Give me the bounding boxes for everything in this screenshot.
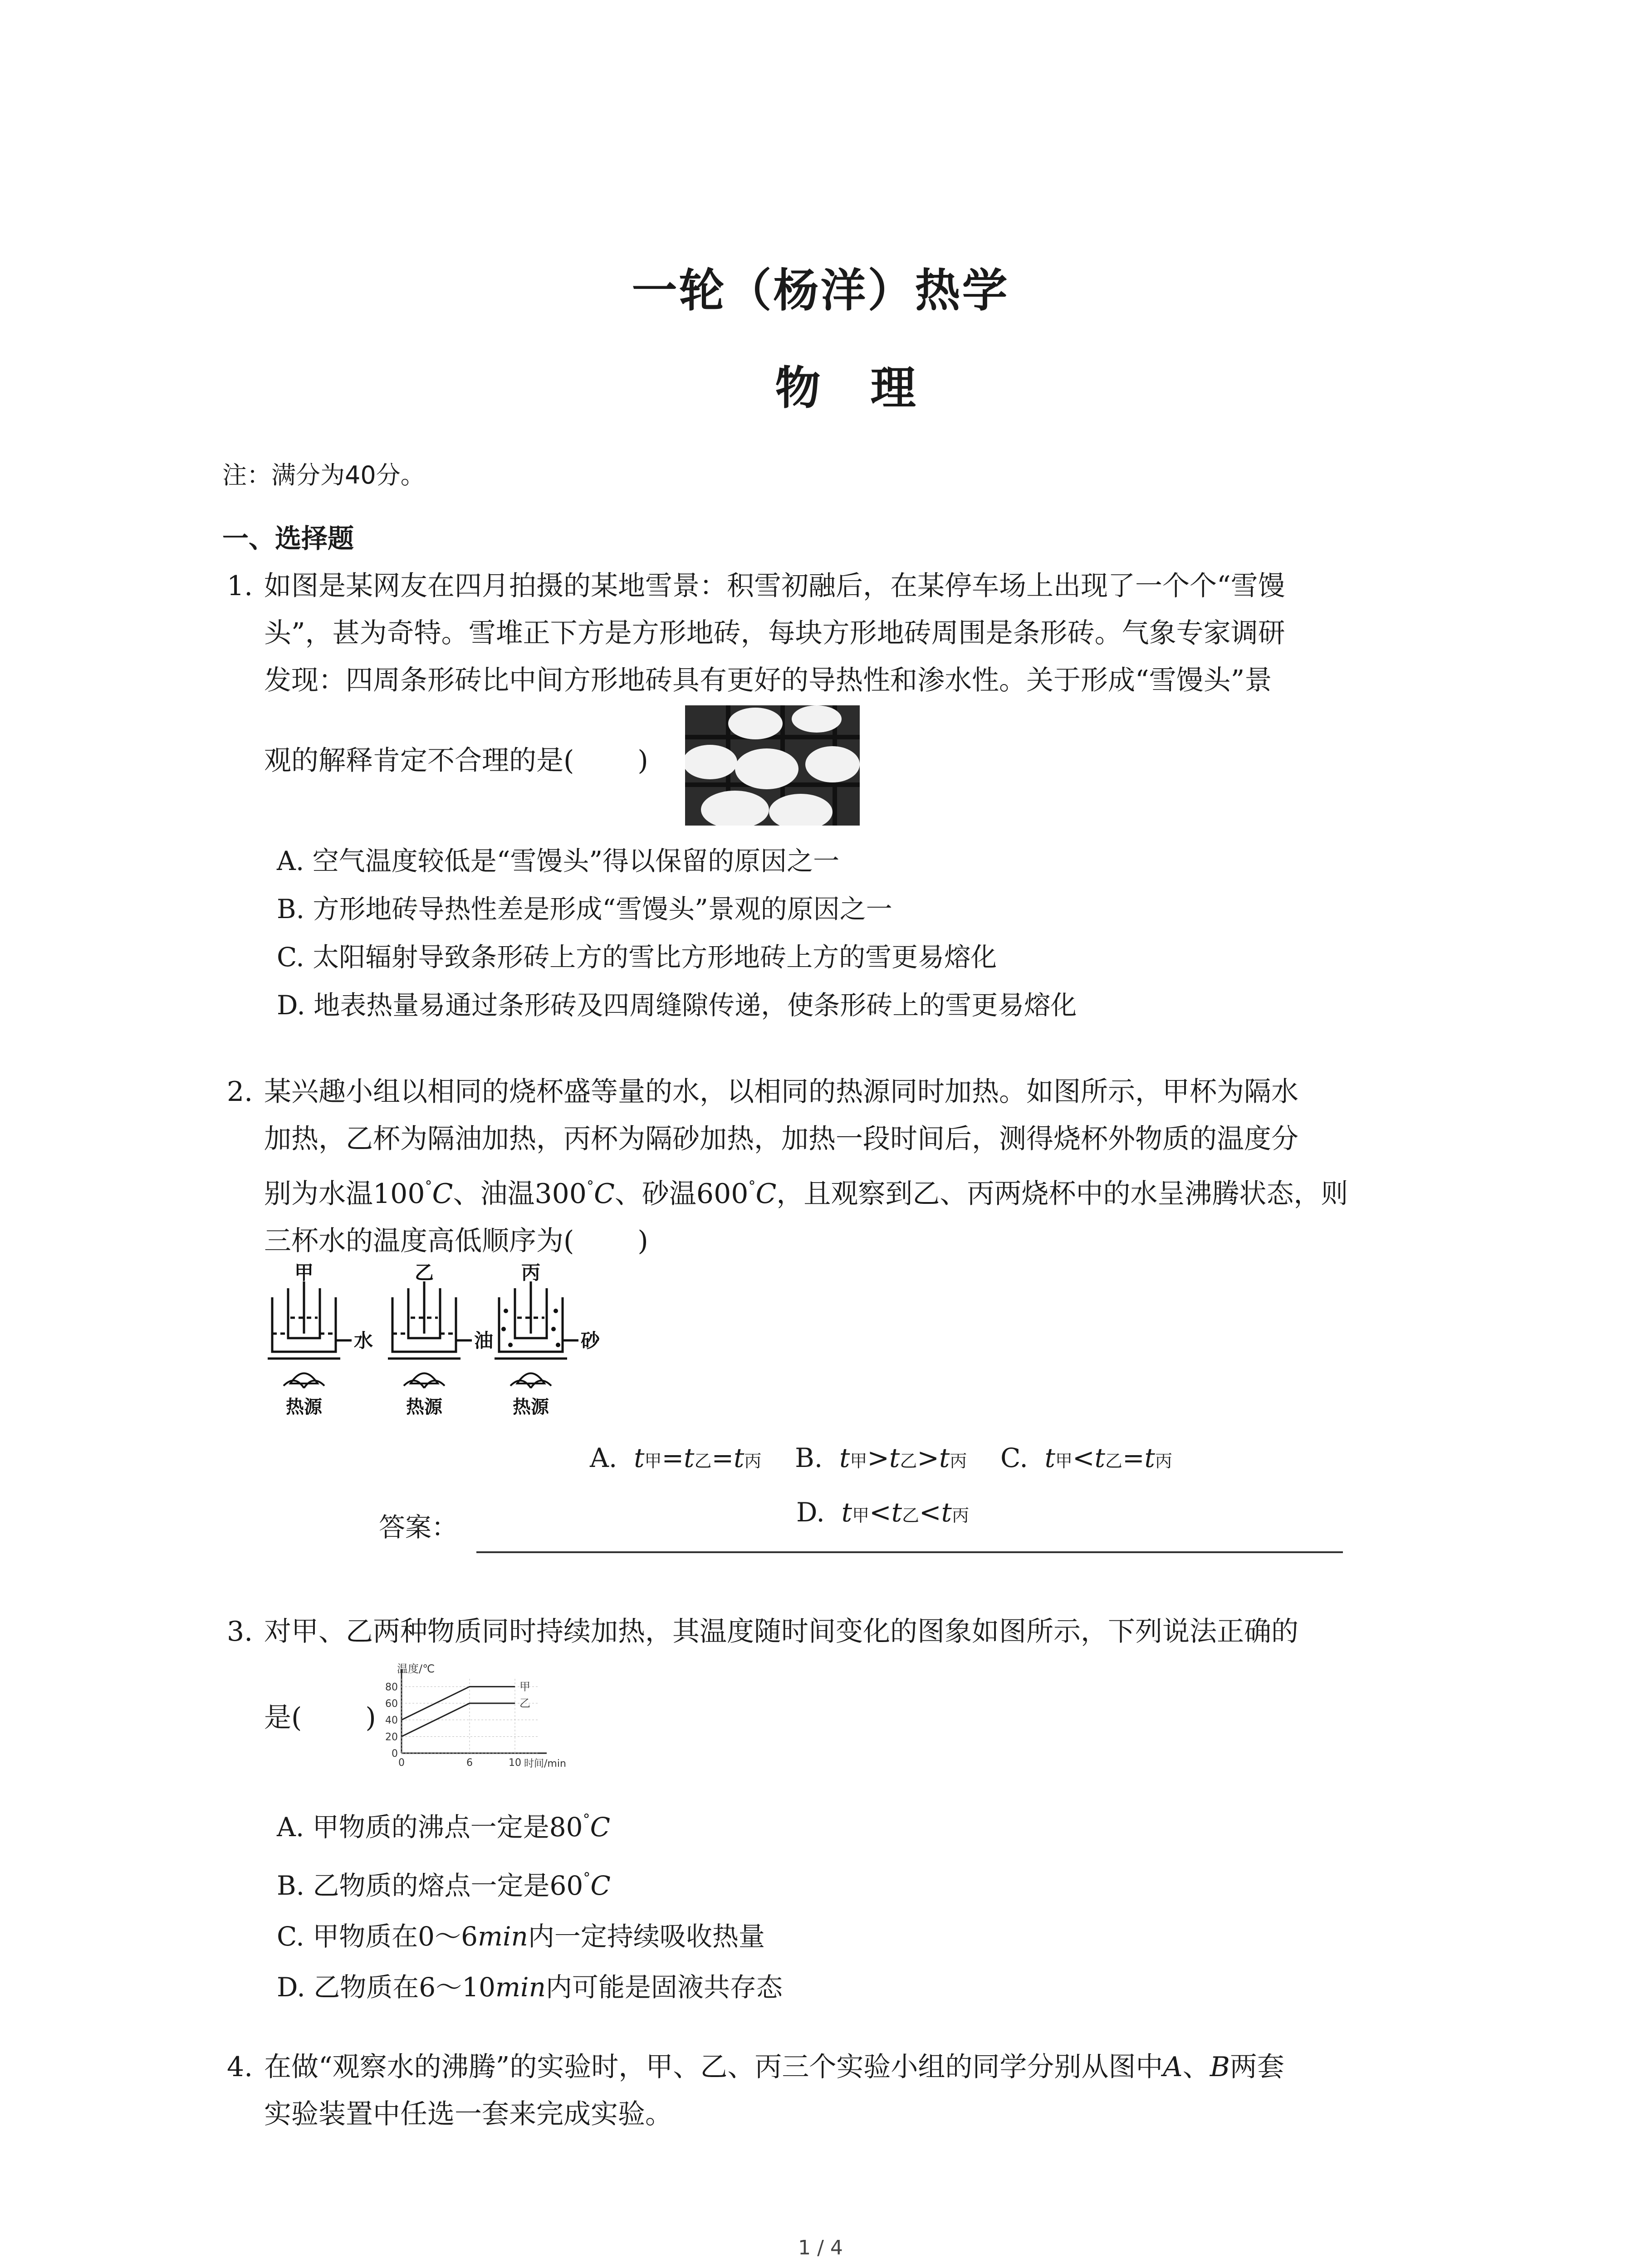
y-tick-label: 0 [392,1748,398,1760]
question-number: 4. [227,2051,253,2083]
question-1 [227,562,1452,704]
question-line: 发现：四周条形砖比中间方形地砖具有更好的导热性和渗水性。关于形成“雪馒头”景 [264,665,1272,696]
option-c[interactable]: C. t甲<t乙=t丙 [1000,1442,1172,1473]
question-text [264,562,1452,704]
substance-label-2: 油 [474,1330,494,1352]
beaker-figure [263,1261,608,1429]
document-subtitle: 物理 [775,362,966,415]
option-b[interactable]: B. 方形地砖导热性差是形成“雪馒头”景观的原因之一 [277,894,892,924]
question-line-text: 观的解释肯定不合理的是( [264,745,574,777]
question-number: 2. [227,1076,253,1108]
q3-options [277,1794,783,2013]
y-tick-label: 20 [385,1731,398,1743]
option-a[interactable]: A. 甲物质的沸点一定是80°C [277,1811,610,1843]
chart-ticks [385,1678,538,1769]
question-line [264,737,648,784]
option-c[interactable]: C. 太阳辐射导致条形砖上方的雪比方形地砖上方的雪更易熔化 [277,942,997,973]
series-label-1: 甲 [519,1680,530,1693]
y-tick-label: 40 [385,1715,398,1726]
option-d[interactable]: D. 乙物质在6～10min内可能是固液共存态 [277,1972,783,2003]
y-tick-label: 80 [385,1681,398,1693]
question-line-text: ) [637,745,648,777]
option-b[interactable]: B. t甲>t乙>t丙 [795,1442,967,1473]
section-heading: 一、选择题 [222,523,354,554]
series-label-2: 乙 [519,1697,530,1710]
question-line: 某兴趣小组以相同的烧杯盛等量的水，以相同的热源同时加热。如图所示，甲杯为隔水 [264,1076,1298,1108]
substance-label-1: 水 [354,1330,373,1352]
question-3 [227,1608,1452,1655]
option-a[interactable]: A. t甲=t乙=t丙 [590,1442,762,1473]
x-axis-label: 时间/min [524,1758,566,1769]
question-line: 别为水温100°C、油温300°C、砂温600°C，且观察到乙、丙两烧杯中的水呈沸腾状态，则 [264,1178,1348,1210]
question-line: 如图是某网友在四月拍摄的某地雪景：积雪初融后，在某停车场上出现了一个个“雪馒 [264,570,1285,602]
y-axis-label: 温度/℃ [397,1662,435,1675]
option-d[interactable]: D. 地表热量易通过条形砖及四周缝隙传递，使条形砖上的雪更易熔化 [277,990,1077,1021]
cup-label-1: 甲 [294,1261,314,1284]
x-tick-label: 10 [509,1757,521,1769]
x-tick-label: 0 [398,1757,405,1769]
temperature-time-chart [377,1662,572,1785]
question-line: 实验装置中任选一套来完成实验。 [264,2098,672,2130]
question-number: 3. [227,1616,253,1647]
q1-options [277,837,1077,1029]
q2-options-row [590,1442,1172,1473]
answer-input-line[interactable] [476,1551,1343,1553]
question-number: 1. [227,570,253,602]
substance-label-3: 砂 [581,1330,600,1352]
y-tick-label: 60 [385,1698,398,1710]
x-tick-label: 6 [466,1757,473,1769]
question-text [264,2043,1452,2138]
option-b[interactable]: B. 乙物质的熔点一定是60°C [277,1869,611,1901]
question-4 [227,2043,1452,2138]
option-c[interactable]: C. 甲物质在0～6min内一定持续吸收热量 [277,1921,765,1952]
question-line: 对甲、乙两种物质同时持续加热，其温度随时间变化的图象如图所示，下列说法正确的 [264,1616,1298,1647]
option-a[interactable]: A. 空气温度较低是“雪馒头”得以保留的原因之一 [277,846,840,876]
heat-source-label-1: 热源 [286,1397,322,1418]
page-number: 1 / 4 [798,2236,843,2259]
option-d[interactable]: D. t甲<t乙<t丙 [796,1497,969,1528]
snow-mound-photo [685,705,860,826]
heat-source-label-3: 热源 [513,1397,549,1418]
answer-label: 答案： [379,1512,458,1543]
question-line: 加热，乙杯为隔油加热，丙杯为隔砂加热，加热一段时间后，测得烧杯外物质的温度分 [264,1123,1298,1155]
question-text [264,1068,1452,1265]
question-line: 头”，甚为奇特。雪堆正下方是方形地砖，每块方形地砖周围是条形砖。气象专家调研 [264,617,1285,649]
question-line: 三杯水的温度高低顺序为( ) [264,1225,648,1257]
score-note: 注：满分为40分。 [222,461,425,489]
cup-label-2: 乙 [414,1261,434,1284]
cup-label-3: 丙 [521,1261,541,1284]
chart-series [402,1680,530,1736]
series-line-2 [402,1703,515,1736]
question-line: 是( ) [264,1702,376,1734]
question-line: 在做“观察水的沸腾”的实验时，甲、乙、丙三个实验小组的同学分别从图中A、B两套 [264,2051,1284,2083]
heat-source-label-2: 热源 [406,1397,442,1418]
question-2 [227,1068,1452,1265]
document-title: 一轮（杨洋）热学 [632,264,1009,317]
